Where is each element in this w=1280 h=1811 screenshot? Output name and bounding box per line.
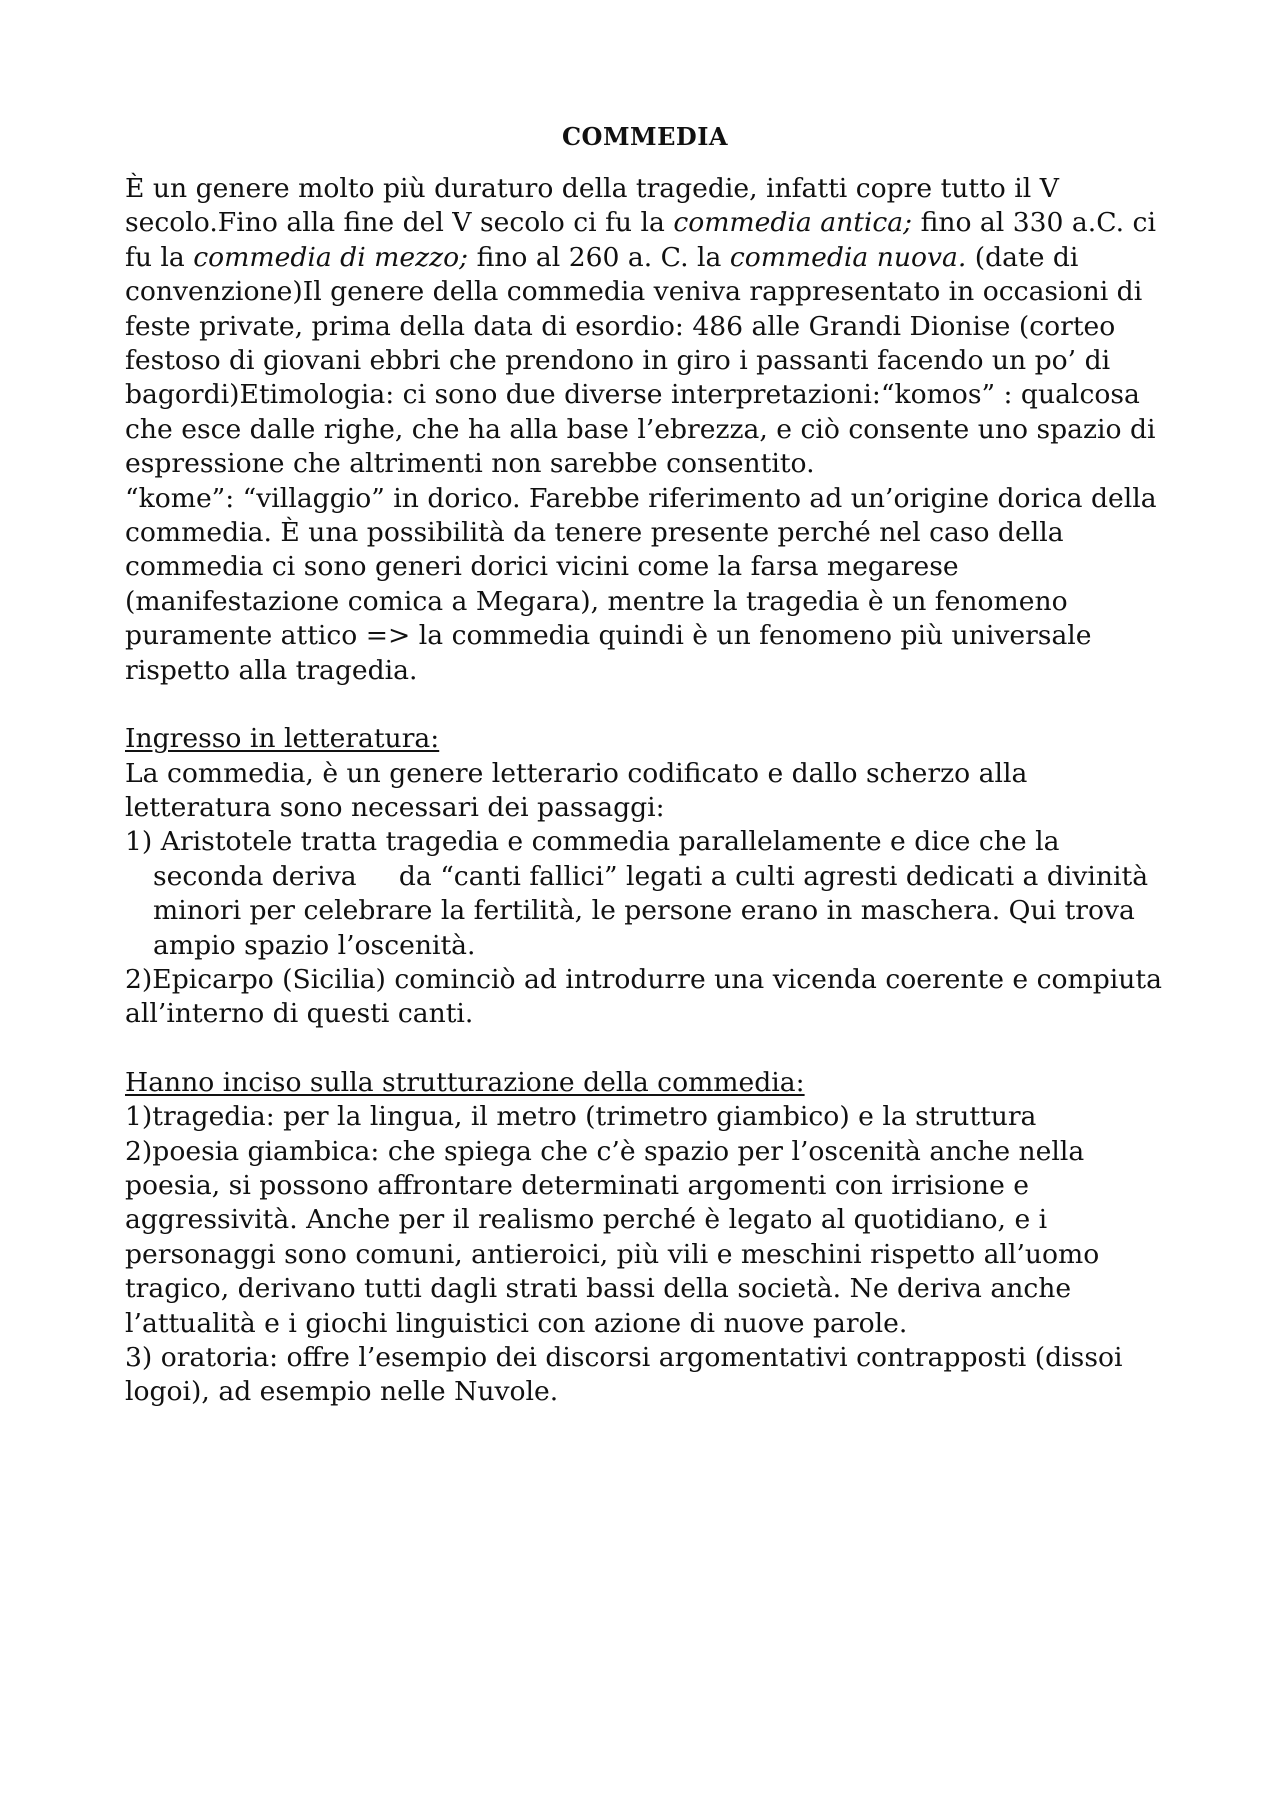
section1-item-2: 2)Epicarpo (Sicilia) cominciò ad introdurre una vicenda coerente e compiuta all’interno di questi canti. [125,963,1162,1030]
document-title: COMMEDIA [561,122,729,151]
section2-item-1: 1)tragedia: per la lingua, il metro (trimetro giambico) e la struttura [125,1101,1037,1133]
section-heading-strutturazione: Hanno inciso sulla strutturazione della commedia: [125,1066,805,1098]
section-heading-ingresso: Ingresso in letteratura: [125,723,440,755]
intro-text-3: fino al 260 a. C. la [468,241,730,273]
intro-paragraph [125,172,1165,482]
intro-term-commedia-di-mezzo: commedia di mezzo; [193,241,469,273]
intro-text-4: (date di convenzione)Il genere della commedia veniva rappresentato in occasioni di feste private, prima della data di esordio: 486 alle Grandi Dionise (corteo festoso di giovani ebbri che prendono in giro i passanti facendo un po’ di bagordi)Etimologia: ci sono due diverse interpretazioni:“komos” : qualcosa che esce dalle righe, che ha alla base l’ebrezza, e ciò consente uno spazio di espressione che altrimenti non sarebbe consentito. [125,241,1156,480]
intro-text-1: È un genere molto più duraturo della tragedie, infatti copre tutto il V secolo.Fino alla fine del V secolo ci fu la [125,173,1059,239]
section1-item-1: 1) Aristotele tratta tragedia e commedia parallelamente e dice che la seconda deriva da “canti fallici” legati a culti agresti dedicati a divinità minori per celebrare la fertilità, le persone erano in maschera. Qui trova ampio spazio l’oscenità. [125,826,1157,961]
section1-lead: La commedia, è un genere letterario codificato e dallo scherzo alla letteratura sono necessari dei passaggi: [125,757,1028,823]
section2-item-3: 3) oratoria: offre l’esempio dei discorsi argomentativi contrapposti (dissoi logoi), ad esempio nelle Nuvole. [125,1342,1123,1408]
spacer [125,1032,1165,1066]
intro-text-2: fino al 330 a.C. ci fu la [125,207,1156,273]
document-page [125,120,1165,1410]
intro-term-commedia-antica: commedia antica; [673,207,913,239]
section2-item-2: 2)poesia giambica: che spiega che c’è spazio per l’oscenità anche nella poesia, si possono affrontare determinati argomenti con irrisione e aggressività. Anche per il realismo perché è legato al quotidiano, e i personaggi sono comuni, antieroici, più vili e meschini rispetto all’uomo tragico, derivano tutti dagli strati bassi della società. Ne deriva anche l’attualità e i giochi linguistici con azione di nuove parole. [125,1135,1100,1339]
spacer [125,688,1165,722]
kome-paragraph: “kome”: “villaggio” in dorico. Farebbe riferimento ad un’origine dorica della commedia. È una possibilità da tenere presente perché nel caso della commedia ci sono generi dorici vicini come la farsa megarese (manifestazione comica a Megara), mentre la tragedia è un fenomeno puramente attico => la commedia quindi è un fenomeno più universale rispetto alla tragedia. [125,482,1157,686]
intro-term-commedia-nuova: commedia nuova. [729,241,967,273]
